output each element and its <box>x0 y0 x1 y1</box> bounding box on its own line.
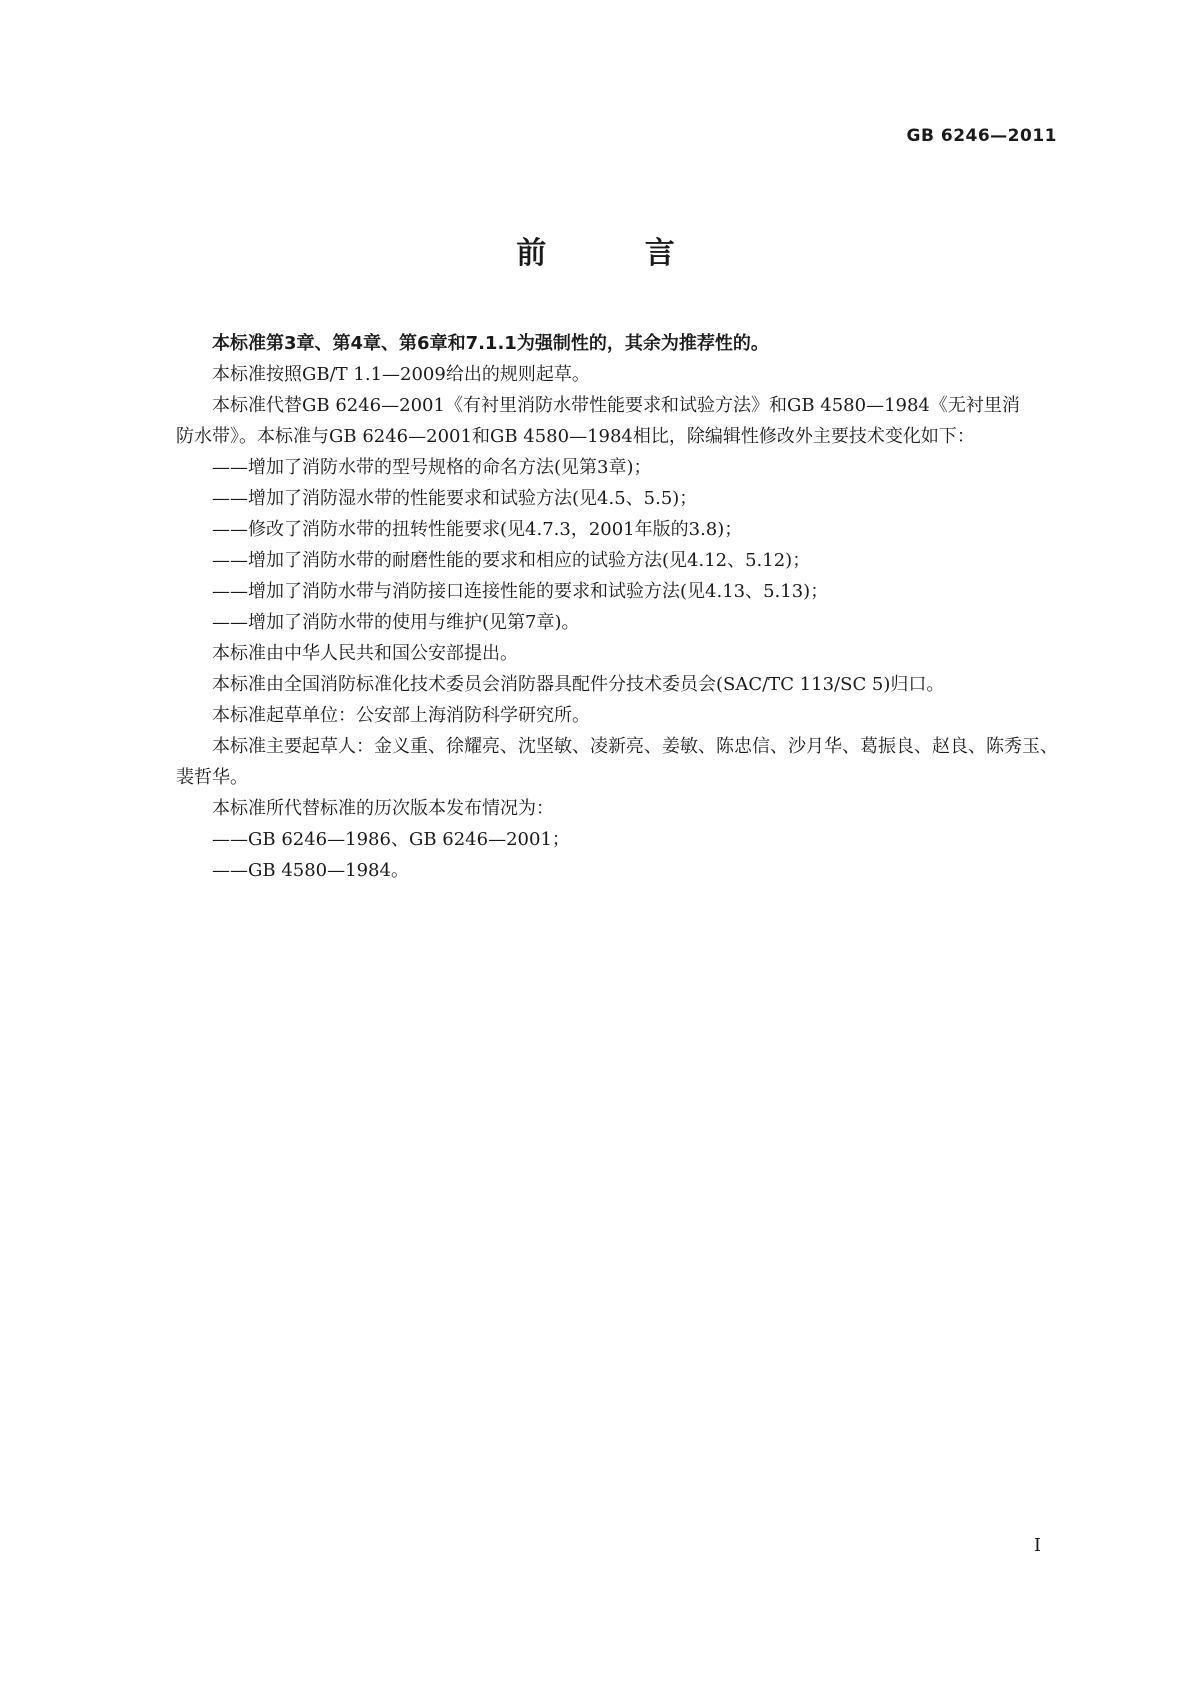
page-number: I <box>1033 1535 1041 1556</box>
change-item: ——增加了消防水带的耐磨性能的要求和相应的试验方法(见4.12、5.12)； <box>212 550 811 571</box>
replaces-statement-line1: 本标准代替GB 6246—2001《有衬里消防水带性能要求和试验方法》和GB 4580—1984《无衬里消 <box>212 395 1020 416</box>
history-intro: 本标准所代替标准的历次版本发布情况为： <box>212 798 554 819</box>
drafting-unit: 本标准起草单位：公安部上海消防科学研究所。 <box>212 705 590 726</box>
drafters-line2: 裴哲华。 <box>176 767 248 788</box>
change-item: ——增加了消防湿水带的性能要求和试验方法(见4.5、5.5)； <box>212 488 698 509</box>
change-item: ——增加了消防水带的型号规格的命名方法(见第3章)； <box>212 457 652 478</box>
change-item: ——增加了消防水带与消防接口连接性能的要求和试验方法(见4.13、5.13)； <box>212 581 829 602</box>
mandatory-statement: 本标准第3章、第4章、第6章和7.1.1为强制性的，其余为推荐性的。 <box>212 333 769 354</box>
standard-code: GB 6246—2011 <box>906 126 1057 146</box>
proposed-by: 本标准由中华人民共和国公安部提出。 <box>212 643 518 664</box>
history-item: ——GB 4580—1984。 <box>212 860 409 881</box>
drafters-line1: 本标准主要起草人：金义重、徐耀亮、沈坚敏、凌新亮、姜敏、陈忠信、沙月华、葛振良、赵良、陈秀玉、 <box>212 736 1058 757</box>
foreword-body <box>176 328 1071 886</box>
history-item: ——GB 6246—1986、GB 6246—2001； <box>212 829 570 850</box>
change-item: ——修改了消防水带的扭转性能要求(见4.7.3，2001年版的3.8)； <box>212 519 743 540</box>
centralized-by: 本标准由全国消防标准化技术委员会消防器具配件分技术委员会(SAC/TC 113/SC 5)归口。 <box>212 674 945 695</box>
replaces-statement-line2: 防水带》。本标准与GB 6246—2001和GB 4580—1984相比，除编辑性修改外主要技术变化如下： <box>176 426 975 447</box>
change-item: ——增加了消防水带的使用与维护(见第7章)。 <box>212 612 580 633</box>
drafting-rule: 本标准按照GB/T 1.1—2009给出的规则起草。 <box>212 364 590 385</box>
page-title: 前 言 <box>516 236 719 271</box>
